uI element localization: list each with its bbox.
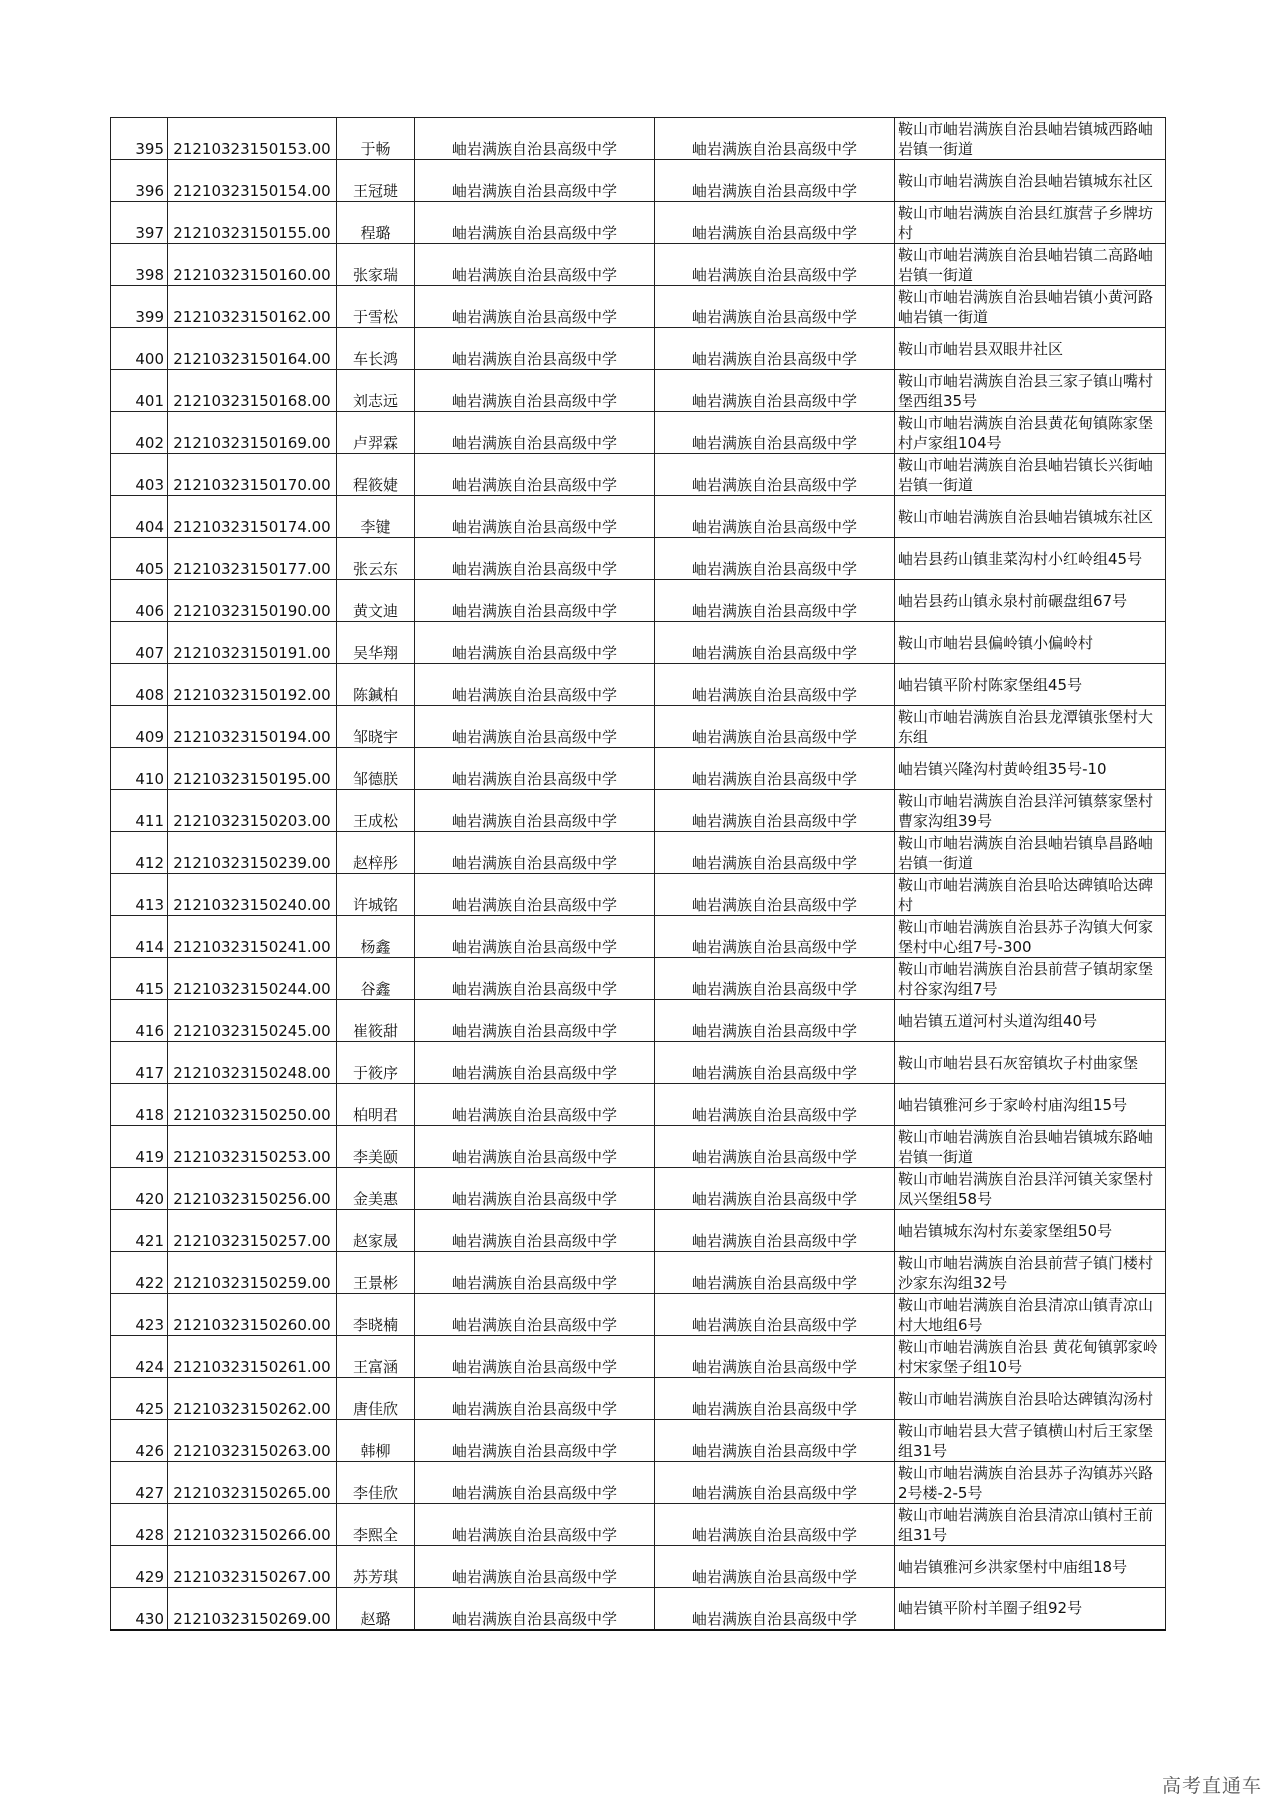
exam-id: 21210323150267.00 — [168, 1546, 337, 1588]
table-row — [111, 1252, 1166, 1294]
graduating-school: 岫岩满族自治县高级中学 — [415, 1462, 655, 1504]
row-number: 395 — [111, 118, 168, 160]
exam-id: 21210323150239.00 — [168, 832, 337, 874]
row-number: 404 — [111, 496, 168, 538]
graduating-school: 岫岩满族自治县高级中学 — [415, 1420, 655, 1462]
student-name: 李键 — [337, 496, 415, 538]
student-name: 赵家晟 — [337, 1210, 415, 1252]
admitting-school: 岫岩满族自治县高级中学 — [655, 160, 895, 202]
student-name: 柏明君 — [337, 1084, 415, 1126]
table-row — [111, 1042, 1166, 1084]
home-address: 鞍山市岫岩满族自治县岫岩镇城东路岫岩镇一街道 — [895, 1126, 1166, 1168]
graduating-school: 岫岩满族自治县高级中学 — [415, 202, 655, 244]
row-number: 402 — [111, 412, 168, 454]
admitting-school: 岫岩满族自治县高级中学 — [655, 1336, 895, 1378]
table-row — [111, 202, 1166, 244]
graduating-school: 岫岩满族自治县高级中学 — [415, 412, 655, 454]
home-address: 鞍山市岫岩满族自治县岫岩镇城东社区 — [895, 496, 1166, 538]
exam-id: 21210323150162.00 — [168, 286, 337, 328]
table-row — [111, 160, 1166, 202]
exam-id: 21210323150260.00 — [168, 1294, 337, 1336]
admitting-school: 岫岩满族自治县高级中学 — [655, 664, 895, 706]
admitting-school: 岫岩满族自治县高级中学 — [655, 1168, 895, 1210]
exam-id: 21210323150168.00 — [168, 370, 337, 412]
exam-id: 21210323150263.00 — [168, 1420, 337, 1462]
graduating-school: 岫岩满族自治县高级中学 — [415, 916, 655, 958]
home-address: 鞍山市岫岩满族自治县洋河镇关家堡村凤兴堡组58号 — [895, 1168, 1166, 1210]
admitting-school: 岫岩满族自治县高级中学 — [655, 1420, 895, 1462]
graduating-school: 岫岩满族自治县高级中学 — [415, 832, 655, 874]
graduating-school: 岫岩满族自治县高级中学 — [415, 454, 655, 496]
home-address: 鞍山市岫岩县大营子镇横山村后王家堡组31号 — [895, 1420, 1166, 1462]
graduating-school: 岫岩满族自治县高级中学 — [415, 1210, 655, 1252]
home-address: 鞍山市岫岩满族自治县哈达碑镇沟汤村 — [895, 1378, 1166, 1420]
student-name: 崔筱甜 — [337, 1000, 415, 1042]
exam-id: 21210323150244.00 — [168, 958, 337, 1000]
student-name: 程筱婕 — [337, 454, 415, 496]
student-name: 李晓楠 — [337, 1294, 415, 1336]
row-number: 427 — [111, 1462, 168, 1504]
table-row — [111, 874, 1166, 916]
table-row — [111, 1504, 1166, 1546]
student-name: 于筱序 — [337, 1042, 415, 1084]
exam-id: 21210323150170.00 — [168, 454, 337, 496]
admitting-school: 岫岩满族自治县高级中学 — [655, 286, 895, 328]
exam-id: 21210323150191.00 — [168, 622, 337, 664]
student-name: 杨鑫 — [337, 916, 415, 958]
student-name: 于畅 — [337, 118, 415, 160]
table-row — [111, 1294, 1166, 1336]
student-name: 李佳欣 — [337, 1462, 415, 1504]
home-address: 鞍山市岫岩满族自治县龙潭镇张堡村大东组 — [895, 706, 1166, 748]
graduating-school: 岫岩满族自治县高级中学 — [415, 958, 655, 1000]
admitting-school: 岫岩满族自治县高级中学 — [655, 1462, 895, 1504]
exam-id: 21210323150203.00 — [168, 790, 337, 832]
home-address: 鞍山市岫岩满族自治县前营子镇门楼村沙家东沟组32号 — [895, 1252, 1166, 1294]
home-address: 岫岩镇兴隆沟村黄岭组35号-10 — [895, 748, 1166, 790]
student-name: 王景彬 — [337, 1252, 415, 1294]
student-name: 赵梓彤 — [337, 832, 415, 874]
admitting-school: 岫岩满族自治县高级中学 — [655, 1000, 895, 1042]
admitting-school: 岫岩满族自治县高级中学 — [655, 1084, 895, 1126]
table-row — [111, 286, 1166, 328]
graduating-school: 岫岩满族自治县高级中学 — [415, 244, 655, 286]
student-name: 邹德朕 — [337, 748, 415, 790]
graduating-school: 岫岩满族自治县高级中学 — [415, 1546, 655, 1588]
graduating-school: 岫岩满族自治县高级中学 — [415, 1042, 655, 1084]
exam-id: 21210323150266.00 — [168, 1504, 337, 1546]
table-row — [111, 1000, 1166, 1042]
graduating-school: 岫岩满族自治县高级中学 — [415, 1336, 655, 1378]
graduating-school: 岫岩满族自治县高级中学 — [415, 370, 655, 412]
admitting-school: 岫岩满族自治县高级中学 — [655, 1588, 895, 1630]
row-number: 417 — [111, 1042, 168, 1084]
home-address: 鞍山市岫岩满族自治县前营子镇胡家堡村谷家沟组7号 — [895, 958, 1166, 1000]
row-number: 414 — [111, 916, 168, 958]
row-number: 426 — [111, 1420, 168, 1462]
home-address: 岫岩县药山镇永泉村前碾盘组67号 — [895, 580, 1166, 622]
exam-id: 21210323150153.00 — [168, 118, 337, 160]
student-name: 张家瑞 — [337, 244, 415, 286]
student-name: 邹晓宇 — [337, 706, 415, 748]
admitting-school: 岫岩满族自治县高级中学 — [655, 118, 895, 160]
row-number: 397 — [111, 202, 168, 244]
table-row — [111, 1420, 1166, 1462]
exam-id: 21210323150240.00 — [168, 874, 337, 916]
home-address: 鞍山市岫岩满族自治县三家子镇山嘴村堡西组35号 — [895, 370, 1166, 412]
row-number: 429 — [111, 1546, 168, 1588]
row-number: 425 — [111, 1378, 168, 1420]
watermark-text: 高考直通车 — [1161, 1775, 1262, 1797]
exam-id: 21210323150245.00 — [168, 1000, 337, 1042]
exam-id: 21210323150253.00 — [168, 1126, 337, 1168]
exam-id: 21210323150195.00 — [168, 748, 337, 790]
admitting-school: 岫岩满族自治县高级中学 — [655, 958, 895, 1000]
student-name: 王富涵 — [337, 1336, 415, 1378]
row-number: 420 — [111, 1168, 168, 1210]
table-row — [111, 1546, 1166, 1588]
student-name: 黄文迪 — [337, 580, 415, 622]
table-row — [111, 622, 1166, 664]
exam-id: 21210323150192.00 — [168, 664, 337, 706]
table-row — [111, 832, 1166, 874]
row-number: 400 — [111, 328, 168, 370]
table-row — [111, 454, 1166, 496]
exam-id: 21210323150265.00 — [168, 1462, 337, 1504]
home-address: 岫岩县药山镇韭菜沟村小红岭组45号 — [895, 538, 1166, 580]
student-name: 吴华翔 — [337, 622, 415, 664]
admitting-school: 岫岩满族自治县高级中学 — [655, 1294, 895, 1336]
home-address: 岫岩镇城东沟村东姜家堡组50号 — [895, 1210, 1166, 1252]
row-number: 403 — [111, 454, 168, 496]
exam-id: 21210323150269.00 — [168, 1588, 337, 1630]
exam-id: 21210323150190.00 — [168, 580, 337, 622]
student-name: 王冠琎 — [337, 160, 415, 202]
admitting-school: 岫岩满族自治县高级中学 — [655, 1210, 895, 1252]
admitting-school: 岫岩满族自治县高级中学 — [655, 412, 895, 454]
table-row — [111, 748, 1166, 790]
home-address: 鞍山市岫岩县石灰窑镇坎子村曲家堡 — [895, 1042, 1166, 1084]
table-row — [111, 1378, 1166, 1420]
graduating-school: 岫岩满族自治县高级中学 — [415, 328, 655, 370]
home-address: 鞍山市岫岩满族自治县岫岩镇长兴街岫岩镇一街道 — [895, 454, 1166, 496]
exam-id: 21210323150194.00 — [168, 706, 337, 748]
home-address: 鞍山市岫岩满族自治县苏子沟镇大何家堡村中心组7号-300 — [895, 916, 1166, 958]
graduating-school: 岫岩满族自治县高级中学 — [415, 1378, 655, 1420]
home-address: 鞍山市岫岩满族自治县哈达碑镇哈达碑村 — [895, 874, 1166, 916]
student-name: 赵璐 — [337, 1588, 415, 1630]
row-number: 396 — [111, 160, 168, 202]
table-row — [111, 118, 1166, 160]
home-address: 岫岩镇五道河村头道沟组40号 — [895, 1000, 1166, 1042]
student-name: 张云东 — [337, 538, 415, 580]
table-row — [111, 1168, 1166, 1210]
exam-id: 21210323150256.00 — [168, 1168, 337, 1210]
graduating-school: 岫岩满族自治县高级中学 — [415, 622, 655, 664]
admitting-school: 岫岩满族自治县高级中学 — [655, 496, 895, 538]
graduating-school: 岫岩满族自治县高级中学 — [415, 790, 655, 832]
row-number: 430 — [111, 1588, 168, 1630]
exam-id: 21210323150164.00 — [168, 328, 337, 370]
table-row — [111, 1588, 1166, 1630]
admitting-school: 岫岩满族自治县高级中学 — [655, 244, 895, 286]
admitting-school: 岫岩满族自治县高级中学 — [655, 874, 895, 916]
exam-id: 21210323150261.00 — [168, 1336, 337, 1378]
table-row — [111, 916, 1166, 958]
exam-id: 21210323150169.00 — [168, 412, 337, 454]
exam-id: 21210323150257.00 — [168, 1210, 337, 1252]
table-row — [111, 790, 1166, 832]
graduating-school: 岫岩满族自治县高级中学 — [415, 706, 655, 748]
table-row — [111, 1084, 1166, 1126]
table-row — [111, 244, 1166, 286]
home-address: 鞍山市岫岩满族自治县岫岩镇小黄河路岫岩镇一街道 — [895, 286, 1166, 328]
home-address: 鞍山市岫岩满族自治县岫岩镇二高路岫岩镇一街道 — [895, 244, 1166, 286]
exam-id: 21210323150250.00 — [168, 1084, 337, 1126]
table-row — [111, 1210, 1166, 1252]
row-number: 410 — [111, 748, 168, 790]
admitting-school: 岫岩满族自治县高级中学 — [655, 1504, 895, 1546]
graduating-school: 岫岩满族自治县高级中学 — [415, 1126, 655, 1168]
graduating-school: 岫岩满族自治县高级中学 — [415, 496, 655, 538]
home-address: 鞍山市岫岩满族自治县清凉山镇青凉山村大地组6号 — [895, 1294, 1166, 1336]
table-row — [111, 1336, 1166, 1378]
student-name: 陈鍼柏 — [337, 664, 415, 706]
exam-id: 21210323150155.00 — [168, 202, 337, 244]
home-address: 鞍山市岫岩县偏岭镇小偏岭村 — [895, 622, 1166, 664]
row-number: 428 — [111, 1504, 168, 1546]
exam-id: 21210323150241.00 — [168, 916, 337, 958]
student-name: 苏芳琪 — [337, 1546, 415, 1588]
graduating-school: 岫岩满族自治县高级中学 — [415, 1588, 655, 1630]
graduating-school: 岫岩满族自治县高级中学 — [415, 538, 655, 580]
graduating-school: 岫岩满族自治县高级中学 — [415, 1168, 655, 1210]
student-name: 王成松 — [337, 790, 415, 832]
home-address: 鞍山市岫岩满族自治县洋河镇蔡家堡村曹家沟组39号 — [895, 790, 1166, 832]
row-number: 413 — [111, 874, 168, 916]
graduating-school: 岫岩满族自治县高级中学 — [415, 1084, 655, 1126]
row-number: 418 — [111, 1084, 168, 1126]
home-address: 鞍山市岫岩满族自治县岫岩镇城东社区 — [895, 160, 1166, 202]
graduating-school: 岫岩满族自治县高级中学 — [415, 874, 655, 916]
exam-id: 21210323150177.00 — [168, 538, 337, 580]
home-address: 岫岩镇平阶村陈家堡组45号 — [895, 664, 1166, 706]
exam-id: 21210323150154.00 — [168, 160, 337, 202]
row-number: 401 — [111, 370, 168, 412]
table-row — [111, 580, 1166, 622]
home-address: 鞍山市岫岩满族自治县岫岩镇阜昌路岫岩镇一街道 — [895, 832, 1166, 874]
graduating-school: 岫岩满族自治县高级中学 — [415, 1252, 655, 1294]
home-address: 鞍山市岫岩满族自治县岫岩镇城西路岫岩镇一街道 — [895, 118, 1166, 160]
graduating-school: 岫岩满族自治县高级中学 — [415, 1294, 655, 1336]
table-row — [111, 412, 1166, 454]
admitting-school: 岫岩满族自治县高级中学 — [655, 370, 895, 412]
admitting-school: 岫岩满族自治县高级中学 — [655, 1378, 895, 1420]
student-name: 于雪松 — [337, 286, 415, 328]
table-row — [111, 328, 1166, 370]
admitting-school: 岫岩满族自治县高级中学 — [655, 832, 895, 874]
table-row — [111, 1126, 1166, 1168]
home-address: 鞍山市岫岩满族自治县 黄花甸镇郭家岭村宋家堡子组10号 — [895, 1336, 1166, 1378]
roster-body — [111, 118, 1166, 1630]
admitting-school: 岫岩满族自治县高级中学 — [655, 916, 895, 958]
home-address: 鞍山市岫岩满族自治县清凉山镇村王前组31号 — [895, 1504, 1166, 1546]
graduating-school: 岫岩满族自治县高级中学 — [415, 748, 655, 790]
admitting-school: 岫岩满族自治县高级中学 — [655, 1126, 895, 1168]
exam-id: 21210323150174.00 — [168, 496, 337, 538]
exam-id: 21210323150160.00 — [168, 244, 337, 286]
exam-id: 21210323150248.00 — [168, 1042, 337, 1084]
admitting-school: 岫岩满族自治县高级中学 — [655, 454, 895, 496]
home-address: 鞍山市岫岩满族自治县黄花甸镇陈家堡村卢家组104号 — [895, 412, 1166, 454]
admitting-school: 岫岩满族自治县高级中学 — [655, 202, 895, 244]
table-row — [111, 370, 1166, 412]
home-address: 鞍山市岫岩满族自治县红旗营子乡牌坊村 — [895, 202, 1166, 244]
student-name: 卢羿霖 — [337, 412, 415, 454]
home-address: 鞍山市岫岩满族自治县苏子沟镇苏兴路2号楼-2-5号 — [895, 1462, 1166, 1504]
admitting-school: 岫岩满族自治县高级中学 — [655, 790, 895, 832]
exam-id: 21210323150262.00 — [168, 1378, 337, 1420]
student-name: 许城铭 — [337, 874, 415, 916]
student-roster-table — [110, 117, 1166, 1631]
graduating-school: 岫岩满族自治县高级中学 — [415, 1000, 655, 1042]
graduating-school: 岫岩满族自治县高级中学 — [415, 664, 655, 706]
student-name: 金美惠 — [337, 1168, 415, 1210]
table-row — [111, 538, 1166, 580]
row-number: 423 — [111, 1294, 168, 1336]
row-number: 422 — [111, 1252, 168, 1294]
row-number: 405 — [111, 538, 168, 580]
row-number: 398 — [111, 244, 168, 286]
admitting-school: 岫岩满族自治县高级中学 — [655, 706, 895, 748]
row-number: 411 — [111, 790, 168, 832]
student-name: 李熙全 — [337, 1504, 415, 1546]
student-name: 谷鑫 — [337, 958, 415, 1000]
row-number: 408 — [111, 664, 168, 706]
table-row — [111, 1462, 1166, 1504]
table-row — [111, 664, 1166, 706]
graduating-school: 岫岩满族自治县高级中学 — [415, 286, 655, 328]
row-number: 409 — [111, 706, 168, 748]
student-name: 刘志远 — [337, 370, 415, 412]
admitting-school: 岫岩满族自治县高级中学 — [655, 1546, 895, 1588]
admitting-school: 岫岩满族自治县高级中学 — [655, 328, 895, 370]
table-row — [111, 496, 1166, 538]
row-number: 412 — [111, 832, 168, 874]
row-number: 424 — [111, 1336, 168, 1378]
table-row — [111, 958, 1166, 1000]
admitting-school: 岫岩满族自治县高级中学 — [655, 1252, 895, 1294]
student-name: 韩柳 — [337, 1420, 415, 1462]
student-name: 车长鸿 — [337, 328, 415, 370]
student-name: 唐佳欣 — [337, 1378, 415, 1420]
admitting-school: 岫岩满族自治县高级中学 — [655, 622, 895, 664]
row-number: 419 — [111, 1126, 168, 1168]
admitting-school: 岫岩满族自治县高级中学 — [655, 1042, 895, 1084]
row-number: 421 — [111, 1210, 168, 1252]
exam-id: 21210323150259.00 — [168, 1252, 337, 1294]
table-row — [111, 706, 1166, 748]
row-number: 415 — [111, 958, 168, 1000]
graduating-school: 岫岩满族自治县高级中学 — [415, 1504, 655, 1546]
graduating-school: 岫岩满族自治县高级中学 — [415, 160, 655, 202]
graduating-school: 岫岩满族自治县高级中学 — [415, 580, 655, 622]
student-name: 程璐 — [337, 202, 415, 244]
row-number: 406 — [111, 580, 168, 622]
home-address: 岫岩镇平阶村羊圈子组92号 — [895, 1588, 1166, 1630]
student-name: 李美颐 — [337, 1126, 415, 1168]
row-number: 416 — [111, 1000, 168, 1042]
home-address: 岫岩镇雅河乡洪家堡村中庙组18号 — [895, 1546, 1166, 1588]
admitting-school: 岫岩满族自治县高级中学 — [655, 748, 895, 790]
home-address: 岫岩镇雅河乡于家岭村庙沟组15号 — [895, 1084, 1166, 1126]
row-number: 407 — [111, 622, 168, 664]
admitting-school: 岫岩满族自治县高级中学 — [655, 538, 895, 580]
admitting-school: 岫岩满族自治县高级中学 — [655, 580, 895, 622]
graduating-school: 岫岩满族自治县高级中学 — [415, 118, 655, 160]
row-number: 399 — [111, 286, 168, 328]
home-address: 鞍山市岫岩县双眼井社区 — [895, 328, 1166, 370]
